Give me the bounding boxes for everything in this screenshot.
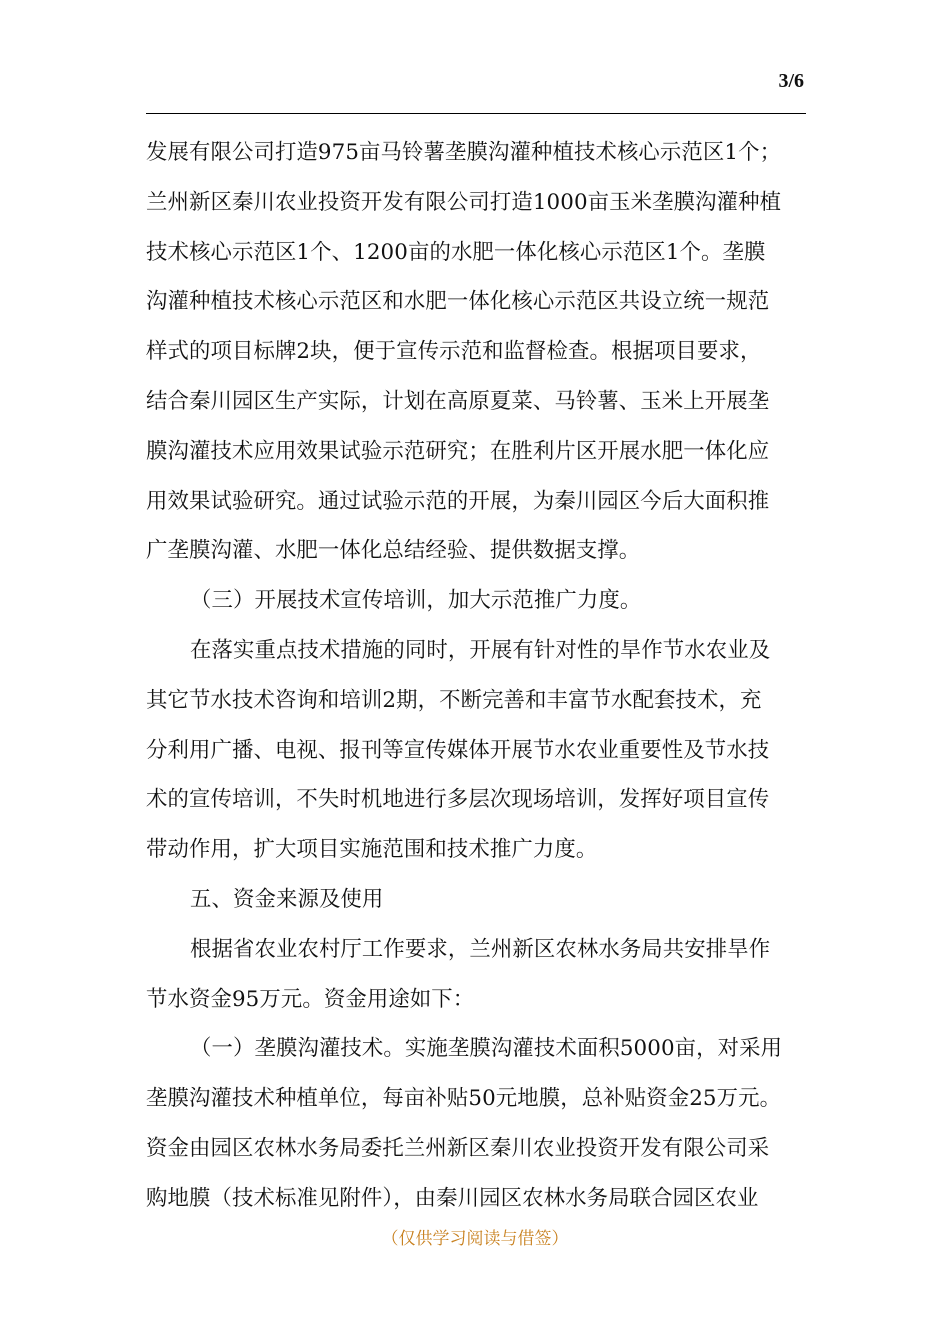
text-line: 用效果试验研究。通过试验示范的开展，为秦川园区今后大面积推 [146, 488, 770, 514]
text-line: 兰州新区秦川农业投资开发有限公司打造1000亩玉米垄膜沟灌种植 [146, 189, 782, 215]
text-line: 膜沟灌技术应用效果试验示范研究；在胜利片区开展水肥一体化应 [146, 438, 770, 464]
text-line: 发展有限公司打造975亩马铃薯垄膜沟灌种植技术核心示范区1个； [146, 140, 782, 165]
text-line: 在落实重点技术措施的同时，开展有针对性的旱作节水农业及 [190, 637, 771, 663]
text-line: 垄膜沟灌技术种植单位，每亩补贴50元地膜，总补贴资金25万元。 [146, 1086, 782, 1112]
body-text [146, 128, 808, 1224]
text-line: （三）开展技术宣传培训，加大示范推广力度。 [190, 588, 642, 614]
page-number: 3/6 [778, 70, 804, 92]
text-line: 其它节水技术咨询和培训2期，不断完善和丰富节水配套技术，充 [146, 687, 762, 713]
text-line: 五、资金来源及使用 [190, 886, 384, 912]
text-line: 节水资金95万元。资金用途如下： [146, 986, 475, 1012]
text-line: 分利用广播、电视、报刊等宣传媒体开展节水农业重要性及节水技 [146, 737, 770, 763]
text-line: 资金由园区农林水务局委托兰州新区秦川农业投资开发有限公司采 [146, 1135, 770, 1161]
header-rule [146, 113, 806, 114]
text-line: 广垄膜沟灌、水肥一体化总结经验、提供数据支撑。 [146, 538, 641, 564]
text-line: 购地膜（技术标准见附件），由秦川园区农林水务局联合园区农业 [146, 1185, 759, 1211]
text-line: （一）垄膜沟灌技术。实施垄膜沟灌技术面积5000亩，对采用 [190, 1036, 783, 1062]
text-line: 样式的项目标牌2块，便于宣传示范和监督检查。根据项目要求， [146, 339, 762, 365]
text-line: 术的宣传培训，不失时机地进行多层次现场培训，发挥好项目宣传 [146, 787, 770, 813]
text-line: 带动作用，扩大项目实施范围和技术推广力度。 [146, 837, 598, 863]
text-line: 沟灌种植技术核心示范区和水肥一体化核心示范区共设立统一规范 [146, 289, 770, 315]
text-line: 结合秦川园区生产实际，计划在高原夏菜、马铃薯、玉米上开展垄 [146, 388, 770, 414]
text-line: 技术核心示范区1个、1200亩的水肥一体化核心示范区1个。垄膜 [146, 239, 766, 265]
text-line: 根据省农业农村厅工作要求，兰州新区农林水务局共安排旱作 [190, 936, 771, 962]
footer-note: （仅供学习阅读与借签） [381, 1229, 569, 1249]
